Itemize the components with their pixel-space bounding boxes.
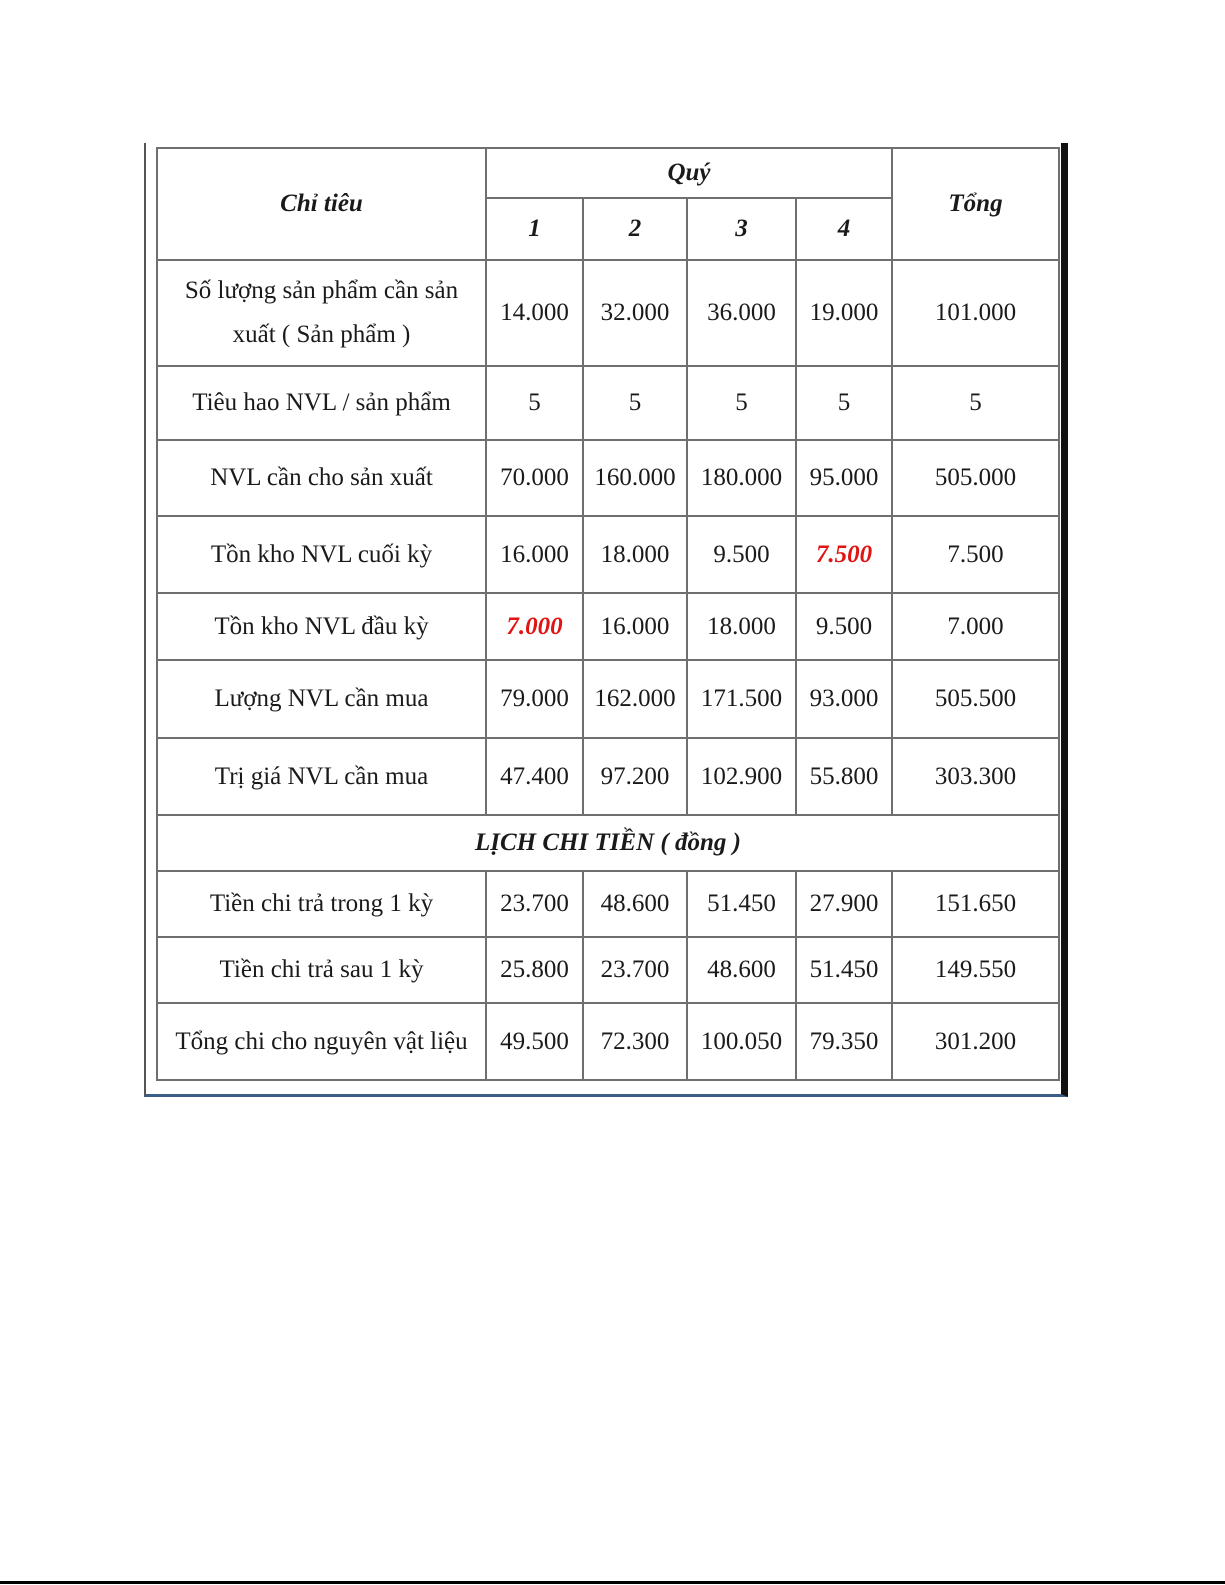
table-row — [157, 1003, 1059, 1080]
cell-q4: 27.900 — [796, 871, 892, 937]
cell-q4: 51.450 — [796, 937, 892, 1003]
row-label: Trị giá NVL cần mua — [157, 738, 486, 815]
cell-q1: 25.800 — [486, 937, 583, 1003]
cell-total: 149.550 — [892, 937, 1059, 1003]
cell-q3: 51.450 — [687, 871, 796, 937]
cell-q2: 72.300 — [583, 1003, 687, 1080]
cell-q2: 97.200 — [583, 738, 687, 815]
cell-total: 7.000 — [892, 593, 1059, 660]
cell-q3: 102.900 — [687, 738, 796, 815]
cell-q3: 5 — [687, 366, 796, 440]
cell-q3: 180.000 — [687, 440, 796, 516]
cell-total: 301.200 — [892, 1003, 1059, 1080]
table-row — [157, 738, 1059, 815]
table-row — [157, 871, 1059, 937]
cell-q4-highlight: 7.500 — [796, 516, 892, 593]
row-label: Số lượng sản phẩm cần sản xuất ( Sản phẩm ) — [157, 260, 486, 366]
cell-q2: 23.700 — [583, 937, 687, 1003]
cell-q3: 18.000 — [687, 593, 796, 660]
cell-total: 505.500 — [892, 660, 1059, 738]
table-image-frame — [144, 143, 1068, 1097]
header-quy: Quý — [486, 148, 892, 198]
cell-q4: 95.000 — [796, 440, 892, 516]
cell-q2: 48.600 — [583, 871, 687, 937]
cell-total: 5 — [892, 366, 1059, 440]
cell-q4: 55.800 — [796, 738, 892, 815]
cell-q2: 16.000 — [583, 593, 687, 660]
cell-q4: 19.000 — [796, 260, 892, 366]
cell-q1: 47.400 — [486, 738, 583, 815]
cell-q1-highlight: 7.000 — [486, 593, 583, 660]
cell-q4: 5 — [796, 366, 892, 440]
row-label: Tồn kho NVL cuối kỳ — [157, 516, 486, 593]
material-budget-table — [156, 147, 1060, 1081]
row-label: NVL cần cho sản xuất — [157, 440, 486, 516]
header-chi-tieu: Chỉ tiêu — [157, 148, 486, 260]
header-tong: Tổng — [892, 148, 1059, 260]
cell-total: 7.500 — [892, 516, 1059, 593]
row-label: Tồn kho NVL đầu kỳ — [157, 593, 486, 660]
page-bottom-rule — [0, 1581, 1225, 1584]
header-quarter-1: 1 — [486, 198, 583, 260]
row-label: Tiền chi trả sau 1 kỳ — [157, 937, 486, 1003]
table-row — [157, 660, 1059, 738]
cell-q1: 79.000 — [486, 660, 583, 738]
table-row — [157, 260, 1059, 366]
cell-total: 151.650 — [892, 871, 1059, 937]
table-row — [157, 440, 1059, 516]
cell-q4: 9.500 — [796, 593, 892, 660]
header-quarter-2: 2 — [583, 198, 687, 260]
cell-q3: 171.500 — [687, 660, 796, 738]
cell-total: 505.000 — [892, 440, 1059, 516]
row-label: Lượng NVL cần mua — [157, 660, 486, 738]
cell-q3: 100.050 — [687, 1003, 796, 1080]
row-label: Tiêu hao NVL / sản phẩm — [157, 366, 486, 440]
table-row — [157, 593, 1059, 660]
cell-total: 303.300 — [892, 738, 1059, 815]
header-quarter-4: 4 — [796, 198, 892, 260]
cell-q2: 162.000 — [583, 660, 687, 738]
table-row — [157, 366, 1059, 440]
cell-q1: 5 — [486, 366, 583, 440]
cell-q2: 5 — [583, 366, 687, 440]
header-quarter-3: 3 — [687, 198, 796, 260]
cell-q1: 16.000 — [486, 516, 583, 593]
cell-q1: 70.000 — [486, 440, 583, 516]
table-row — [157, 937, 1059, 1003]
cell-q3: 36.000 — [687, 260, 796, 366]
cell-q1: 49.500 — [486, 1003, 583, 1080]
row-label: Tổng chi cho nguyên vật liệu — [157, 1003, 486, 1080]
cell-q4: 93.000 — [796, 660, 892, 738]
table-row — [157, 516, 1059, 593]
cell-q2: 32.000 — [583, 260, 687, 366]
cell-q1: 14.000 — [486, 260, 583, 366]
cell-q4: 79.350 — [796, 1003, 892, 1080]
cell-q3: 48.600 — [687, 937, 796, 1003]
cell-q1: 23.700 — [486, 871, 583, 937]
cell-q3: 9.500 — [687, 516, 796, 593]
cell-q2: 160.000 — [583, 440, 687, 516]
cell-q2: 18.000 — [583, 516, 687, 593]
cell-total: 101.000 — [892, 260, 1059, 366]
row-label: Tiền chi trả trong 1 kỳ — [157, 871, 486, 937]
section-title: LỊCH CHI TIỀN ( đồng ) — [157, 815, 1059, 871]
